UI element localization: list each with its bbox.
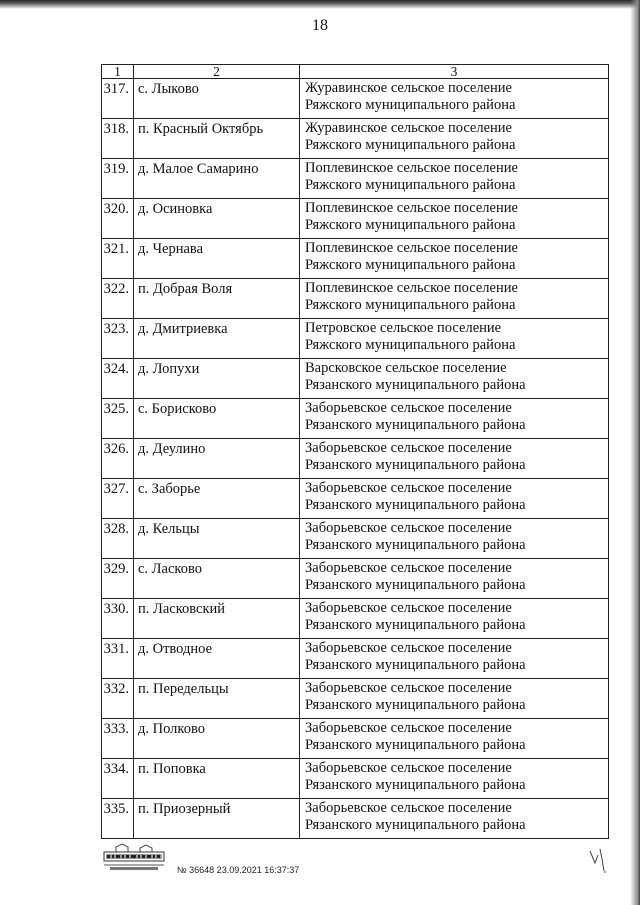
row-number: 329. (102, 559, 134, 599)
settlement-name: с. Лыково (134, 79, 300, 119)
municipal-district-name: Рязанского муниципального района (305, 777, 526, 793)
settlement-name: д. Кельцы (134, 519, 300, 559)
row-number: 325. (102, 399, 134, 439)
rural-settlement-name: Заборьевское сельское поселение (305, 440, 512, 456)
row-number: 327. (102, 479, 134, 519)
municipal-district-name: Рязанского муниципального района (305, 497, 526, 513)
municipal-district-name: Рязанского муниципального района (305, 377, 526, 393)
municipality-cell (300, 199, 609, 239)
municipal-district-name: Ряжского муниципального района (305, 217, 516, 233)
row-number: 326. (102, 439, 134, 479)
municipal-district-name: Рязанского муниципального района (305, 817, 526, 833)
registration-footer (102, 843, 342, 883)
table-row (102, 559, 609, 599)
rural-settlement-name: Заборьевское сельское поселение (305, 640, 512, 656)
rural-settlement-name: Заборьевское сельское поселение (305, 520, 512, 536)
table-row (102, 599, 609, 639)
settlement-name: с. Ласково (134, 559, 300, 599)
rural-settlement-name: Журавинское сельское поселение (305, 120, 512, 136)
municipality-cell (300, 719, 609, 759)
table-row (102, 479, 609, 519)
rural-settlement-name: Заборьевское сельское поселение (305, 560, 512, 576)
table-row (102, 519, 609, 559)
table-row (102, 279, 609, 319)
row-number: 324. (102, 359, 134, 399)
row-number: 328. (102, 519, 134, 559)
column-header-number: 1 (102, 65, 134, 79)
municipality-cell (300, 559, 609, 599)
row-number: 334. (102, 759, 134, 799)
municipal-district-name: Ряжского муниципального района (305, 97, 516, 113)
table-row (102, 759, 609, 799)
municipality-cell (300, 79, 609, 119)
table-row (102, 439, 609, 479)
rural-settlement-name: Поплевинское сельское поселение (305, 280, 518, 296)
table-row (102, 239, 609, 279)
table-row (102, 639, 609, 679)
settlement-name: п. Приозерный (134, 799, 300, 839)
row-number: 319. (102, 159, 134, 199)
page-number: 18 (312, 17, 328, 34)
scan-edge-top (0, 0, 640, 9)
rural-settlement-name: Журавинское сельское поселение (305, 80, 512, 96)
row-number: 330. (102, 599, 134, 639)
municipality-cell (300, 439, 609, 479)
rural-settlement-name: Поплевинское сельское поселение (305, 160, 518, 176)
row-number: 332. (102, 679, 134, 719)
row-number: 323. (102, 319, 134, 359)
rural-settlement-name: Заборьевское сельское поселение (305, 680, 512, 696)
municipal-district-name: Рязанского муниципального района (305, 417, 526, 433)
settlement-name: д. Полково (134, 719, 300, 759)
settlement-name: д. Чернава (134, 239, 300, 279)
municipality-cell (300, 599, 609, 639)
table-row (102, 359, 609, 399)
municipality-cell (300, 399, 609, 439)
row-number: 331. (102, 639, 134, 679)
municipality-cell (300, 359, 609, 399)
municipality-cell (300, 159, 609, 199)
row-number: 333. (102, 719, 134, 759)
municipal-district-name: Рязанского муниципального района (305, 617, 526, 633)
table-row (102, 719, 609, 759)
settlement-name: д. Дмитриевка (134, 319, 300, 359)
municipal-district-name: Рязанского муниципального района (305, 737, 526, 753)
municipal-district-name: Ряжского муниципального района (305, 177, 516, 193)
registration-number: № 36648 23.09.2021 16:37:37 (177, 865, 300, 875)
table-row (102, 199, 609, 239)
row-number: 318. (102, 119, 134, 159)
municipal-district-name: Рязанского муниципального района (305, 457, 526, 473)
table-row (102, 399, 609, 439)
municipality-cell (300, 519, 609, 559)
row-number: 317. (102, 79, 134, 119)
rural-settlement-name: Заборьевское сельское поселение (305, 600, 512, 616)
scan-edge-right (630, 0, 640, 905)
settlement-name: п. Ласковский (134, 599, 300, 639)
row-number: 335. (102, 799, 134, 839)
rural-settlement-name: Поплевинское сельское поселение (305, 240, 518, 256)
municipal-district-name: Ряжского муниципального района (305, 137, 516, 153)
settlement-name: д. Отводное (134, 639, 300, 679)
rural-settlement-name: Заборьевское сельское поселение (305, 480, 512, 496)
table-row (102, 119, 609, 159)
column-header-municipality: 3 (300, 65, 609, 79)
municipality-cell (300, 319, 609, 359)
rural-settlement-name: Заборьевское сельское поселение (305, 400, 512, 416)
municipal-district-name: Рязанского муниципального района (305, 697, 526, 713)
rural-settlement-name: Заборьевское сельское поселение (305, 720, 512, 736)
municipality-cell (300, 759, 609, 799)
row-number: 321. (102, 239, 134, 279)
municipality-cell (300, 799, 609, 839)
settlement-name: д. Деулино (134, 439, 300, 479)
settlement-name: п. Красный Октябрь (134, 119, 300, 159)
table-row (102, 799, 609, 839)
rural-settlement-name: Петровское сельское поселение (305, 320, 502, 336)
registry-stamp-logo (102, 843, 166, 873)
settlement-name: п. Передельцы (134, 679, 300, 719)
municipality-cell (300, 479, 609, 519)
municipal-district-name: Рязанского муниципального района (305, 577, 526, 593)
settlement-name: с. Заборье (134, 479, 300, 519)
municipal-district-name: Ряжского муниципального района (305, 257, 516, 273)
municipality-cell (300, 239, 609, 279)
rural-settlement-name: Поплевинское сельское поселение (305, 200, 518, 216)
settlement-name: с. Борисково (134, 399, 300, 439)
table-row (102, 319, 609, 359)
settlement-name: д. Малое Самарино (134, 159, 300, 199)
rural-settlement-name: Заборьевское сельское поселение (305, 800, 512, 816)
municipal-district-name: Ряжского муниципального района (305, 297, 516, 313)
column-header-settlement: 2 (134, 65, 300, 79)
table-row (102, 79, 609, 119)
municipal-district-name: Ряжского муниципального района (305, 337, 516, 353)
row-number: 322. (102, 279, 134, 319)
municipality-cell (300, 679, 609, 719)
table-row (102, 679, 609, 719)
settlement-name: д. Лопухи (134, 359, 300, 399)
municipality-cell (300, 119, 609, 159)
settlement-name: п. Поповка (134, 759, 300, 799)
table-header-row (102, 65, 609, 79)
rural-settlement-name: Варсковское сельское поселение (305, 360, 507, 376)
settlement-name: п. Добрая Воля (134, 279, 300, 319)
rural-settlement-name: Заборьевское сельское поселение (305, 760, 512, 776)
table-row (102, 159, 609, 199)
handwritten-mark (586, 845, 608, 875)
row-number: 320. (102, 199, 134, 239)
settlements-table (101, 64, 609, 839)
municipal-district-name: Рязанского муниципального района (305, 537, 526, 553)
settlement-name: д. Осиновка (134, 199, 300, 239)
municipality-cell (300, 639, 609, 679)
municipality-cell (300, 279, 609, 319)
municipal-district-name: Рязанского муниципального района (305, 657, 526, 673)
